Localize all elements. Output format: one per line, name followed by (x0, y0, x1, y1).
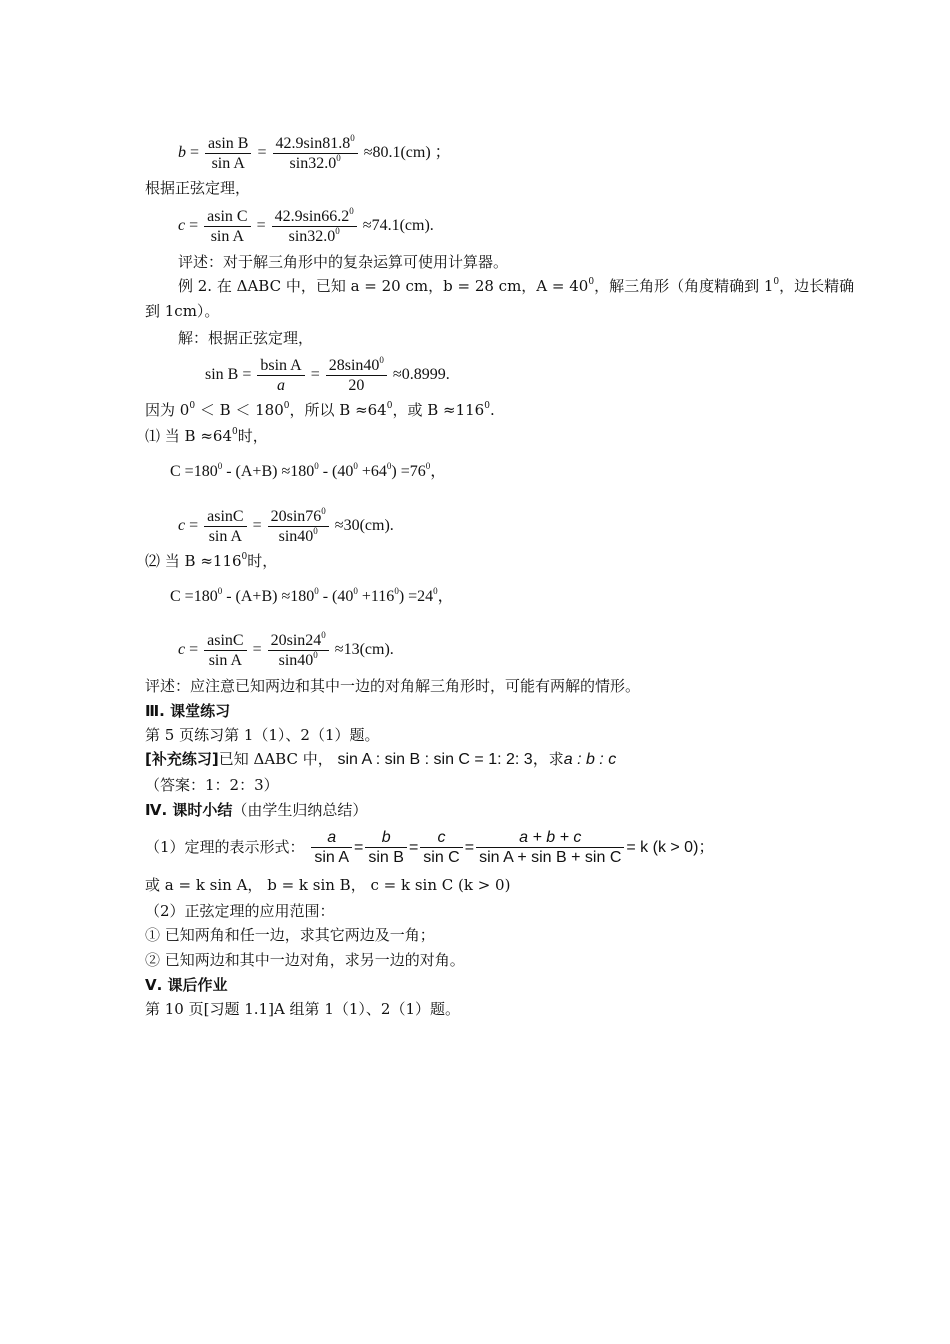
case-1-label: ⑴ 当 $B \approx 64^0$时， (145, 427, 268, 445)
fraction: $\frac{asinC}{\text{sin A}}$ (204, 631, 246, 670)
fraction: $\frac{\text{asin C}}{\text{sin A}}$ (204, 207, 250, 246)
case-1-C: $C =180^0 - (A+B) \approx 180^0 - (40^0 +64^0) =76^0$， (170, 461, 447, 480)
section-3-heading: Ⅲ. 课堂练习 (145, 702, 231, 720)
fraction: $\frac{a + b + c}{\text{sin A + sin B + sin C}}$ (476, 828, 624, 867)
fraction: $\frac{\text{bsin A}}{a}$ (257, 356, 304, 395)
section-5-heading: Ⅴ. 课后作业 (145, 976, 228, 994)
formula-sinB: sin B = $\frac{\text{bsin A}}{a}$ = $\frac{28\sin 40^0}{20}$ ≈0.8999. (205, 354, 450, 394)
section-5-line1: 第 10 页[习题 1.1]A 组第 1（1）、2（1）题。 (145, 1000, 460, 1018)
fraction: $\frac{42.9\sin 66.2^0}{\sin 32.0^0}$ (272, 207, 357, 246)
case-1-c: c = $\frac{asinC}{\text{sin A}}$ = $\frac{20\sin 76^0}{\sin 40^0}$ ≈30(cm). (178, 505, 394, 545)
fraction: $\frac{\text{asin B}}{\text{sin A}}$ (205, 134, 251, 173)
fraction: $\frac{asinC}{\text{sin A}}$ (204, 507, 246, 546)
section-3-line1: 第 5 页练习第 1（1）、2（1）题。 (145, 726, 380, 744)
supplement-line: [补充练习]已知 ΔABC 中， sin A : sin B : sin C = 1: 2: 3，求a : b : c (145, 750, 617, 768)
because-line: 因为 $0^0 < B < 180^0$，所以 $B \approx 64^0$，或 $B \approx 116^0$. (145, 401, 495, 419)
fraction: $\frac{42.9\sin 81.8^0}{\sin 32.0^0}$ (273, 134, 358, 173)
example-2-prompt-line2: 到 1cm）。 (145, 302, 220, 320)
fraction: $\frac{c}{\text{sin C}}$ (420, 828, 462, 867)
example-2-prompt: 例 2. 在 ΔABC 中，已知 a = 20 cm，b = 28 cm，$A = 40^0$，解三角形（角度精确到 $1^0$，边长精确 (178, 277, 855, 295)
fraction: $\frac{20\sin 76^0}{\sin 40^0}$ (268, 507, 329, 546)
or-line: 或 a = k sin A， b = k sin B， c = k sin C (k > 0) (145, 876, 511, 894)
section-4-heading: Ⅳ. 课时小结（由学生归纳总结） (145, 801, 368, 819)
fraction: $\frac{b}{\text{sin B}}$ (365, 828, 407, 867)
case-2-c: c = $\frac{asinC}{\text{sin A}}$ = $\frac{20\sin 24^0}{\sin 40^0}$ ≈13(cm). (178, 629, 394, 669)
answer-line: （答案：1：2：3） (145, 776, 279, 794)
summary-formula: （1）定理的表示形式： $\frac{a}{\text{sin A}}$ = $\frac{b}{\text{sin B}}$ = $\frac{c}{\text{sin C}}$ = $\frac{a + b + c}{\text{sin A + sin B + sin C}}$ = k (k > 0)； (145, 829, 715, 867)
intro-text: 根据正弦定理， (145, 179, 251, 197)
comment-1: 评述：对于解三角形中的复杂运算可使用计算器。 (178, 253, 509, 271)
case-2-C: $C =180^0 - (A+B) \approx 180^0 - (40^0 +116^0) =24^0$， (170, 586, 454, 605)
use-2: ② 已知两边和其中一边对角，求另一边的对角。 (145, 951, 465, 969)
item-2: （2）正弦定理的应用范围： (145, 902, 335, 920)
fraction: $\frac{28\sin 40^0}{20}$ (326, 356, 387, 395)
fraction: $\frac{a}{\text{sin A}}$ (311, 828, 352, 867)
formula-c: c = $\frac{\text{asin C}}{\text{sin A}}$ = $\frac{42.9\sin 66.2^0}{\sin 32.0^0}$ ≈74.1(cm). (178, 205, 434, 245)
comment-2: 评述：应注意已知两边和其中一边的对角解三角形时，可能有两解的情形。 (145, 677, 641, 695)
fraction: $\frac{20\sin 24^0}{\sin 40^0}$ (268, 631, 329, 670)
case-2-label: ⑵ 当 $B \approx 116^0$时， (145, 552, 278, 570)
formula-b: b = $\frac{\text{asin B}}{\text{sin A}}$ = $\frac{42.9\sin 81.8^0}{\sin 32.0^0}$ ≈80.1(cm) ； (178, 132, 451, 172)
solution-intro: 解：根据正弦定理， (178, 329, 314, 347)
use-1: ① 已知两角和任一边，求其它两边及一角； (145, 926, 435, 944)
